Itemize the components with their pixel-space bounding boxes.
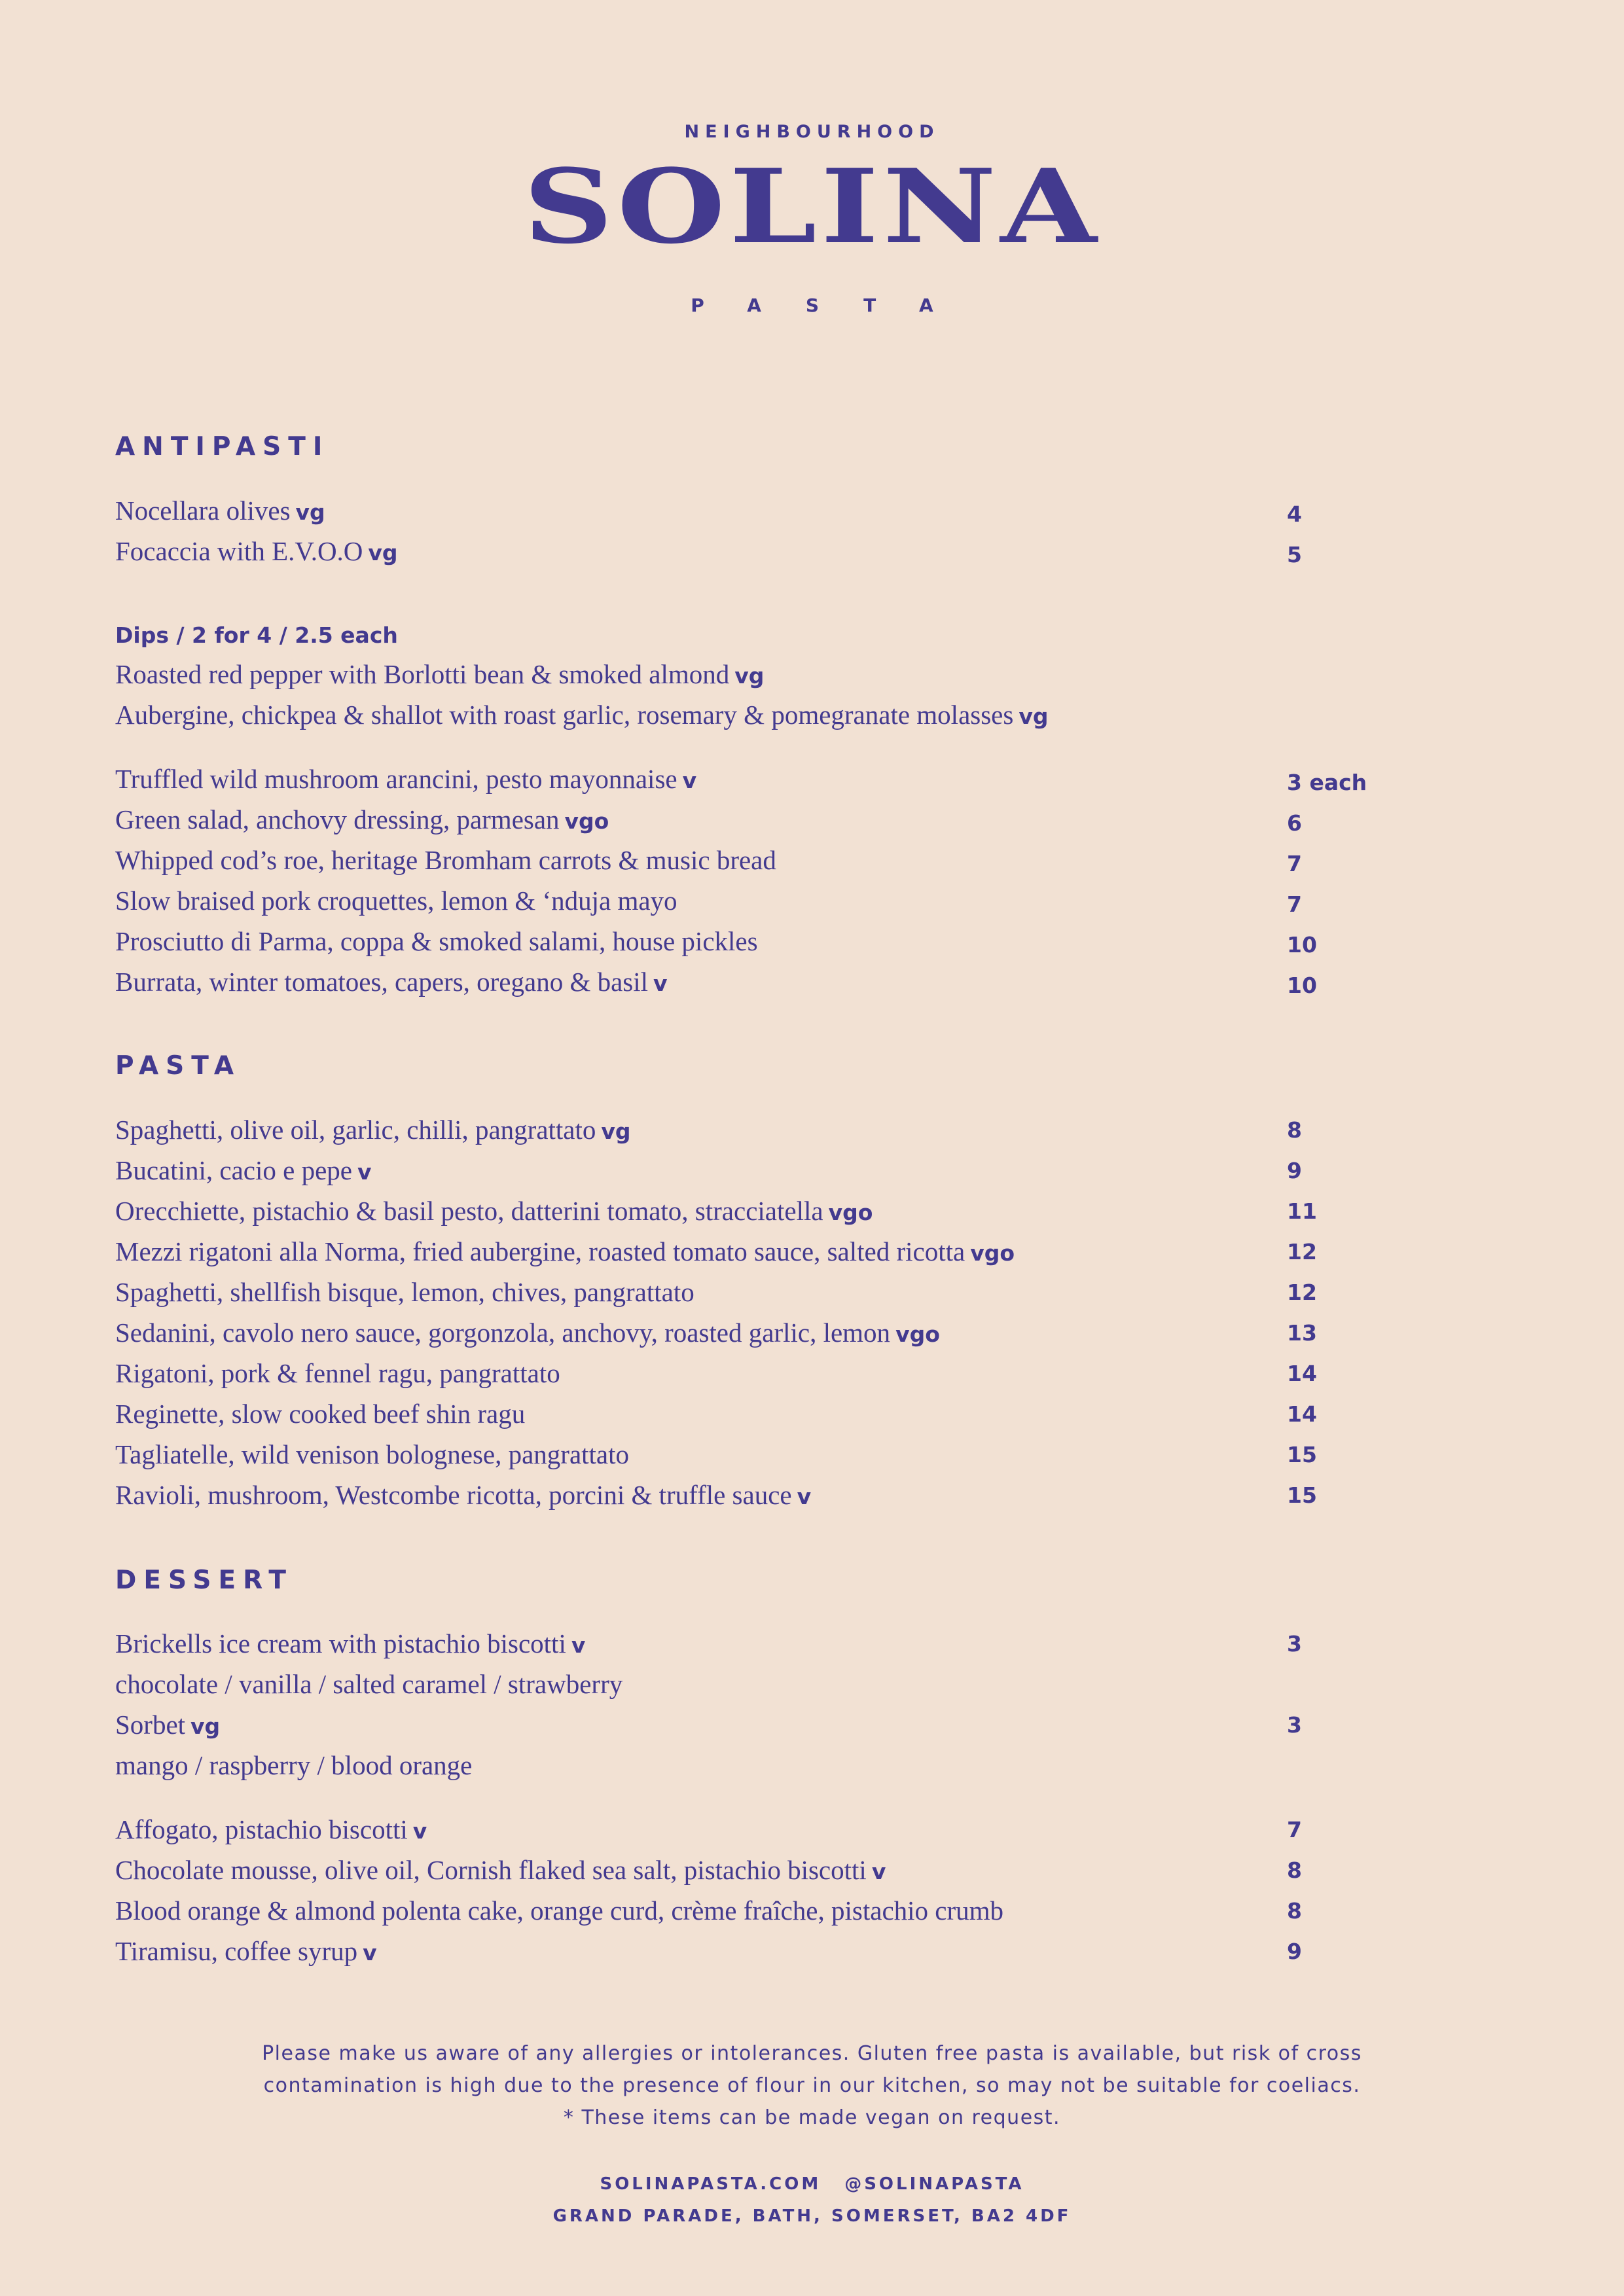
item-name: Focaccia with E.V.O.O — [115, 536, 363, 566]
item-name: Blood orange & almond polenta cake, orange curd, crème fraîche, pistachio crumb — [115, 1895, 1004, 1926]
item-price: 14 — [1287, 1361, 1317, 1386]
item-price: 8 — [1287, 1898, 1302, 1924]
dietary-tag: vg — [1019, 704, 1049, 729]
dips-heading: Dips / 2 for 4 / 2.5 each — [115, 622, 398, 648]
item-price: 12 — [1287, 1239, 1317, 1265]
menu-item — [115, 495, 325, 526]
menu-item — [115, 1855, 886, 1886]
item-price: 13 — [1287, 1320, 1317, 1346]
menu-item — [115, 926, 758, 957]
menu-item — [115, 804, 609, 835]
item-price: 8 — [1287, 1117, 1302, 1143]
social-handle[interactable]: @SOLINAPASTA — [844, 2174, 1024, 2194]
item-name: Mezzi rigatoni alla Norma, fried aubergine, roasted tomato sauce, salted ricotta — [115, 1236, 965, 1266]
menu-item — [115, 536, 398, 567]
item-price: 3 each — [1287, 770, 1367, 795]
item-name: Sedanini, cavolo nero sauce, gorgonzola, anchovy, roasted garlic, lemon — [115, 1318, 891, 1348]
item-name: Bucatini, cacio e pepe — [115, 1155, 352, 1185]
item-name: Whipped cod’s roe, heritage Bromham carrots & music bread — [115, 845, 776, 875]
menu-item — [115, 1628, 585, 1659]
menu-item — [115, 700, 1048, 730]
item-name: Brickells ice cream with pistachio biscotti — [115, 1628, 566, 1659]
menu-item — [115, 967, 668, 997]
menu-item — [115, 845, 776, 876]
dietary-tag: vgo — [970, 1240, 1015, 1266]
item-price: 14 — [1287, 1401, 1317, 1427]
item-price: 11 — [1287, 1198, 1317, 1224]
menu-item — [115, 1895, 1003, 1926]
item-name: Sorbet — [115, 1710, 186, 1740]
allergy-note-line: contamination is high due to the presence of flour in our kitchen, so may not be suitable for coeliacs. — [263, 2074, 1361, 2097]
flavour-list: mango / raspberry / blood orange — [115, 1750, 473, 1780]
dietary-tag: vg — [368, 540, 398, 565]
item-price: 10 — [1287, 973, 1317, 998]
item-name: Slow braised pork croquettes, lemon & ‘nduja mayo — [115, 886, 677, 916]
item-name: Nocellara olives — [115, 495, 291, 526]
item-name: Roasted red pepper with Borlotti bean & smoked almond — [115, 659, 730, 689]
menu-item — [115, 1155, 372, 1186]
menu-item — [115, 1399, 525, 1429]
item-name: Burrata, winter tomatoes, capers, oregano & basil — [115, 967, 649, 997]
item-price: 8 — [1287, 1857, 1302, 1883]
logo-wordmark: SOLINA — [523, 147, 1101, 266]
item-price: 9 — [1287, 1939, 1302, 1964]
menu-item — [115, 1814, 427, 1845]
menu-item — [115, 1936, 377, 1967]
dietary-tag: vg — [190, 1713, 221, 1739]
item-name: Spaghetti, shellfish bisque, lemon, chives, pangrattato — [115, 1277, 695, 1307]
menu-item — [115, 764, 696, 795]
item-price: 15 — [1287, 1442, 1317, 1467]
menu-item — [115, 659, 764, 690]
dietary-tag: vg — [601, 1119, 631, 1144]
header-sub: PASTA — [691, 295, 978, 316]
item-price: 7 — [1287, 891, 1302, 917]
item-name: Truffled wild mushroom arancini, pesto mayonnaise — [115, 764, 677, 794]
flavour-list: chocolate / vanilla / salted caramel / strawberry — [115, 1669, 623, 1699]
item-name: Affogato, pistachio biscotti — [115, 1814, 408, 1844]
dietary-tag: v — [412, 1818, 427, 1844]
item-price: 12 — [1287, 1280, 1317, 1305]
menu-item — [115, 1358, 560, 1389]
item-price: 5 — [1287, 542, 1302, 567]
dietary-tag: vgo — [828, 1200, 873, 1225]
menu-item — [115, 1236, 1015, 1267]
item-name: Tagliatelle, wild venison bolognese, pangrattato — [115, 1439, 630, 1469]
section-title-dessert: DESSERT — [115, 1566, 293, 1595]
item-name: Green salad, anchovy dressing, parmesan — [115, 804, 560, 834]
item-name: Reginette, slow cooked beef shin ragu — [115, 1399, 526, 1429]
dietary-tag: vg — [734, 663, 765, 689]
allergy-note-line: Please make us aware of any allergies or intolerances. Gluten free pasta is available, but risk of cross — [262, 2042, 1362, 2065]
menu-item — [115, 1318, 940, 1348]
allergy-note — [0, 2037, 1624, 2134]
item-name: Rigatoni, pork & fennel ragu, pangrattato — [115, 1358, 560, 1388]
vegan-note: * These items can be made vegan on request. — [563, 2106, 1061, 2129]
website-link[interactable]: SOLINAPASTA.COM — [600, 2174, 821, 2194]
item-name: Prosciutto di Parma, coppa & smoked salami, house pickles — [115, 926, 758, 956]
item-price: 15 — [1287, 1482, 1317, 1508]
dietary-tag: vgo — [895, 1321, 940, 1347]
item-price: 10 — [1287, 932, 1317, 958]
item-name: Chocolate mousse, olive oil, Cornish flaked sea salt, pistachio biscotti — [115, 1855, 867, 1885]
item-price: 6 — [1287, 810, 1302, 836]
item-name: Aubergine, chickpea & shallot with roast garlic, rosemary & pomegranate molasses — [115, 700, 1014, 730]
dietary-tag: vg — [295, 499, 325, 525]
menu-item — [115, 886, 677, 916]
address: GRAND PARADE, BATH, SOMERSET, BA2 4DF — [552, 2206, 1072, 2226]
item-name: Ravioli, mushroom, Westcombe ricotta, porcini & truffle sauce — [115, 1480, 792, 1510]
dietary-tag: vgo — [564, 808, 609, 834]
item-name: Orecchiette, pistachio & basil pesto, datterini tomato, stracciatella — [115, 1196, 823, 1226]
menu-item — [115, 1710, 220, 1740]
item-price: 9 — [1287, 1158, 1302, 1183]
dietary-tag: v — [653, 971, 668, 996]
item-price: 4 — [1287, 501, 1302, 527]
item-price: 3 — [1287, 1631, 1302, 1657]
dietary-tag: v — [871, 1859, 886, 1884]
footer-links — [0, 2174, 1624, 2194]
header-kicker: NEIGHBOURHOOD — [684, 122, 940, 142]
menu-item — [115, 1277, 695, 1308]
item-price: 7 — [1287, 1817, 1302, 1842]
dietary-tag: v — [357, 1159, 372, 1185]
item-name: Tiramisu, coffee syrup — [115, 1936, 358, 1966]
item-price: 3 — [1287, 1712, 1302, 1738]
section-title-antipasti: ANTIPASTI — [115, 432, 330, 461]
dietary-tag: v — [682, 768, 697, 793]
menu-item — [115, 1480, 811, 1511]
dietary-tag: v — [363, 1940, 377, 1965]
dietary-tag: v — [797, 1484, 812, 1509]
section-title-pasta: PASTA — [115, 1051, 242, 1081]
item-price: 7 — [1287, 851, 1302, 876]
menu-item — [115, 1115, 631, 1145]
dietary-tag: v — [571, 1632, 586, 1658]
item-name: Spaghetti, olive oil, garlic, chilli, pangrattato — [115, 1115, 596, 1145]
menu-item — [115, 1439, 629, 1470]
menu-item — [115, 1196, 873, 1227]
